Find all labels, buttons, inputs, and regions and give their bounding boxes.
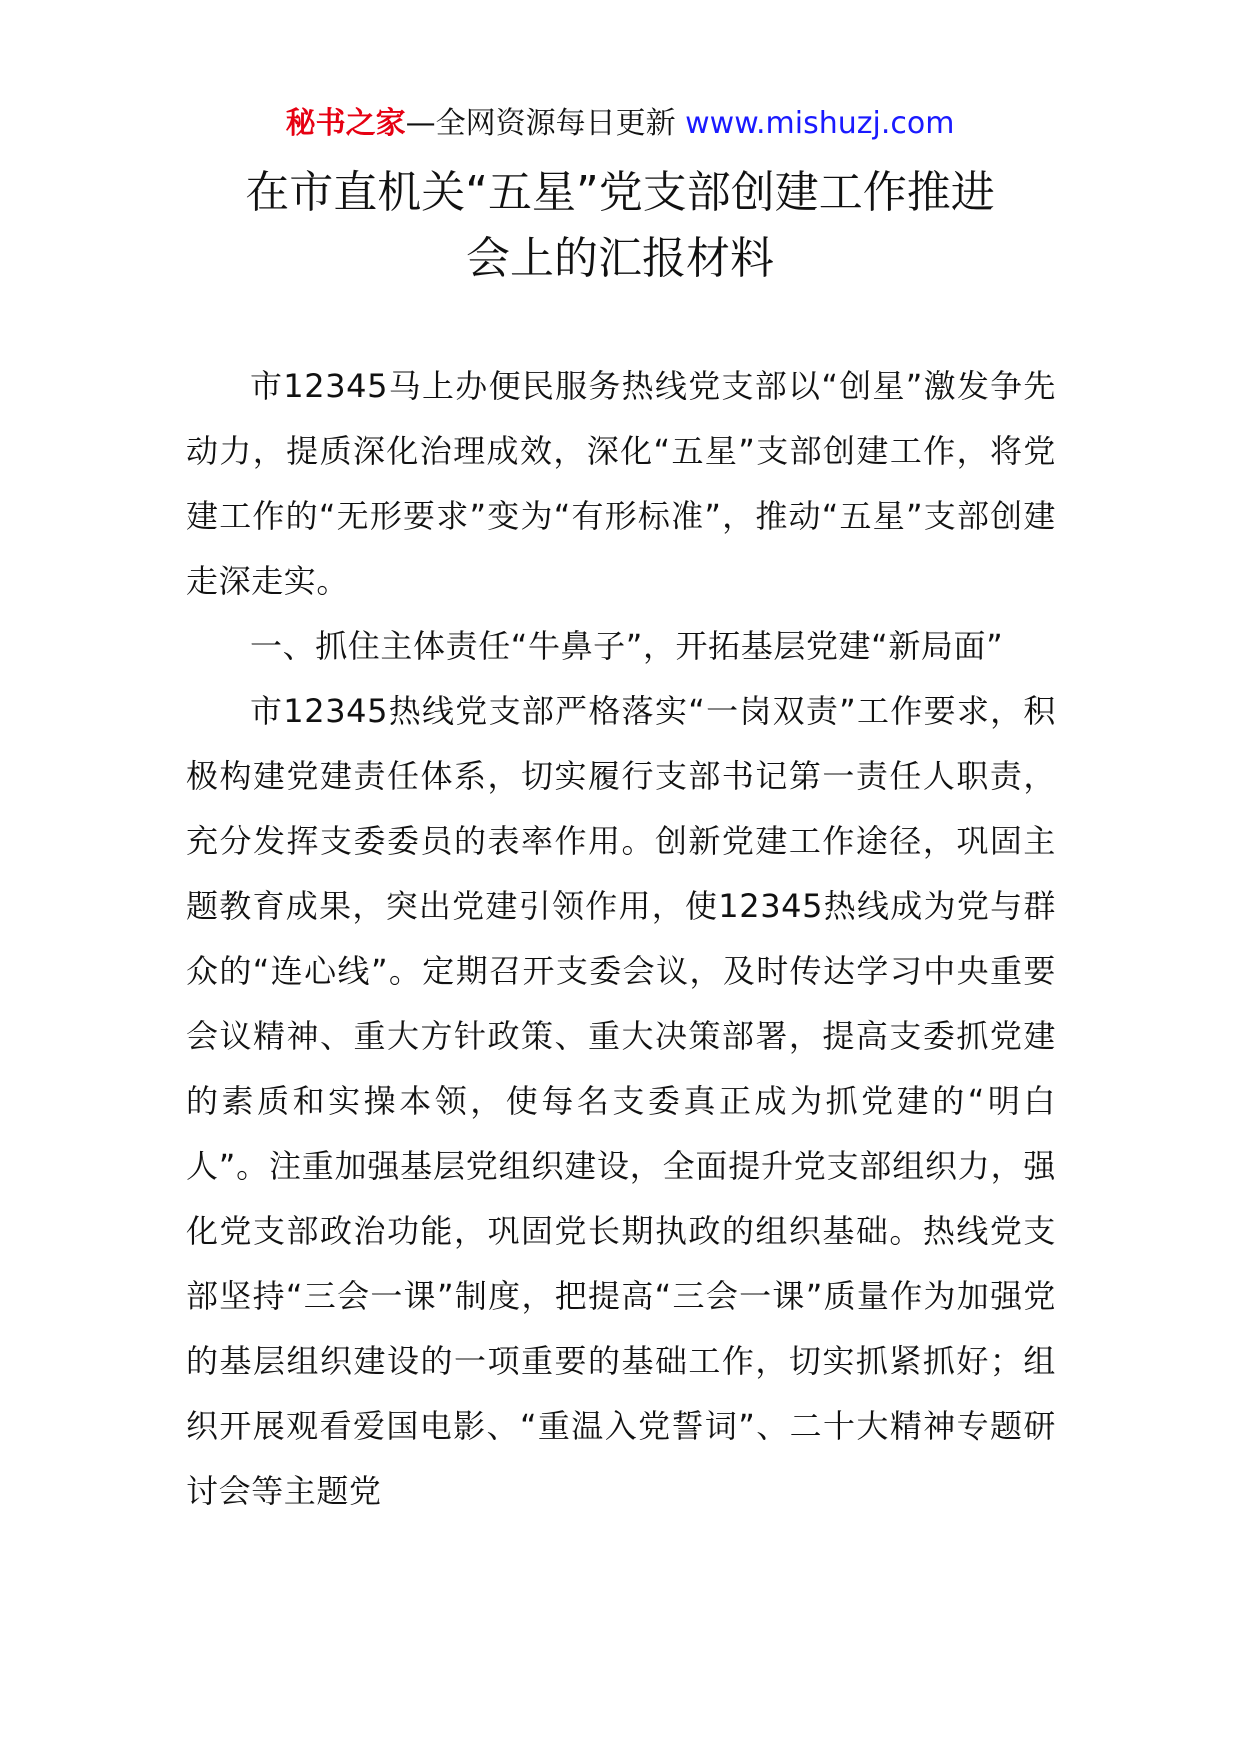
document-title	[160, 160, 1080, 292]
section-heading-1: 一、抓住主体责任“牛鼻子”，开拓基层党建“新局面”	[250, 627, 1004, 665]
brand-name: 秘书之家	[285, 106, 406, 141]
body-paragraph: 市12345热线党支部严格落实“一岗双责”工作要求，积极构建党建责任体系，切实履行支部书记第一责任人职责，充分发挥支委委员的表率作用。创新党建工作途径，巩固主题教育成果，突出党建引领作用，使12345热线成为党与群众的“连心线”。定期召开支委会议，及时传达学习中央重要会议精神、重大方针政策、重大决策部署，提高支委抓党建的素质和实操本领，使每名支委真正成为抓党建的“明白人”。注重加强基层党组织建设，全面提升党支部组织力，强化党支部政治功能，巩固党长期执政的组织基础。热线党支部坚持“三会一课”制度，把提高“三会一课”质量作为加强党的基层组织建设的一项重要的基础工作，切实抓紧抓好；组织开展观看爱国电影、“重温入党誓词”、二十大精神专题研讨会等主题党	[186, 692, 1056, 1510]
title-line-1: 在市直机关“五星”党支部创建工作推进	[245, 167, 995, 218]
website-link[interactable]: www.mishuzj.com	[685, 106, 955, 141]
document-body	[186, 354, 1056, 1524]
intro-paragraph: 市12345马上办便民服务热线党支部以“创星”激发争先动力，提质深化治理成效，深化“五星”支部创建工作，将党建工作的“无形要求”变为“有形标准”，推动“五星”支部创建走深走实。	[186, 367, 1056, 600]
header-tagline: —全网资源每日更新	[405, 106, 686, 141]
title-line-2: 会上的汇报材料	[466, 233, 774, 284]
site-header	[0, 104, 1240, 144]
